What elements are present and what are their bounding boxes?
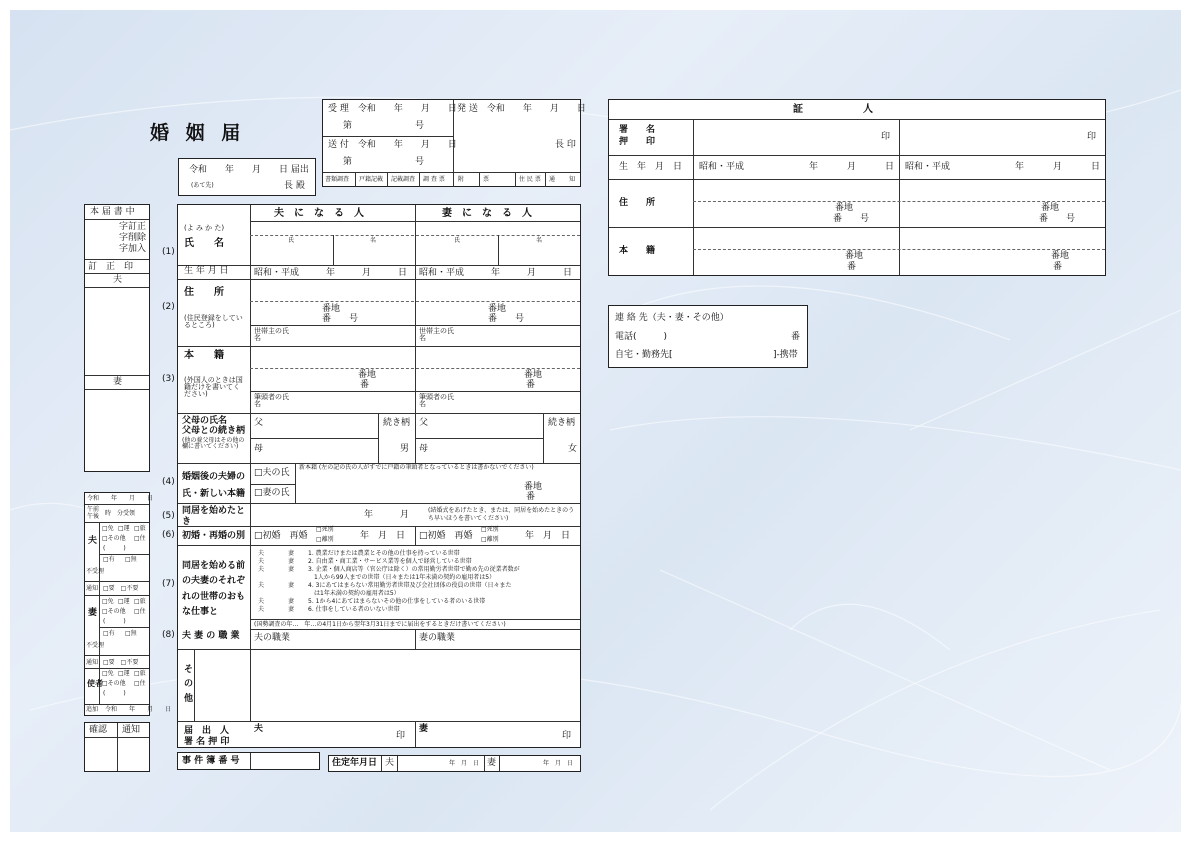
r2-opt-other3: □その他: [102, 680, 126, 687]
contact-tel: 電話( ): [615, 332, 668, 342]
shigoto-item-2: 2. 自由業・商工業・サービス業等を個人で経営している世帯: [308, 558, 472, 565]
w1-nen: 年: [809, 162, 819, 172]
r2-opt-ju2: □住: [134, 608, 146, 615]
juutei-tsuma-date: 年 月 日: [543, 760, 574, 767]
w2-in: 印: [1087, 132, 1097, 142]
r2-opt-men: □免: [102, 525, 114, 532]
tsuma-honseki-ban: 番: [526, 380, 536, 390]
chouin-text: 長 印: [555, 140, 576, 150]
reception-col-8: 知: [569, 176, 576, 183]
tsuma-mei-label: 名: [536, 237, 543, 244]
tsuma-ymd: 年 月 日: [525, 531, 571, 541]
r2-paren3: ( ): [103, 690, 126, 697]
w2-hi: 日: [1091, 162, 1101, 172]
w2-banchi: 番地: [1041, 203, 1060, 213]
jusho-note: (住民登録をしているところ): [184, 314, 243, 329]
reception-col-1: 戸籍記載: [359, 176, 384, 183]
r2-fuyou1: □要 □不要: [103, 585, 139, 592]
otto-shokugyo: 夫の職業: [254, 633, 291, 643]
otto-birth: 昭和・平成 年 月 日: [254, 268, 408, 278]
dai1-text: 第 号: [343, 121, 425, 131]
r2-ampm2: 午後: [87, 513, 100, 520]
teisei-label: 訂 正 印: [88, 262, 134, 272]
r2-opt-other: □その他: [102, 535, 126, 542]
otto-banchi: 番地: [322, 304, 341, 314]
filing-chou: 長 殿: [284, 181, 305, 191]
r2-ampm1: 午前: [87, 506, 100, 513]
reception-col-2: 記載調査: [391, 176, 416, 183]
case-number-box: [177, 752, 320, 770]
reception-col-6: 住 民 票: [519, 176, 541, 183]
sig-tsuma-in: 印: [562, 731, 572, 741]
otto-honseki-ban: 番: [360, 380, 370, 390]
col-header-otto: 夫 に な る 人: [274, 208, 364, 219]
shokugyo-label: 夫 妻 の 職 業: [182, 631, 240, 641]
otto-shokon[interactable]: □初婚 再婚: [254, 531, 308, 541]
tsuma-label: 妻: [113, 377, 123, 387]
todokede-label: 届 出 人: [184, 726, 230, 736]
tsuma-shi-checkbox[interactable]: □妻の氏: [254, 488, 290, 498]
shigoto-sai-3: 妻: [288, 566, 295, 573]
shigoto-sai-4: 妻: [288, 582, 295, 589]
w1-hi: 日: [885, 162, 895, 172]
tsuma-hittousha: 筆頭者の氏名: [419, 393, 454, 408]
ji-label-0: 字訂正: [119, 222, 147, 232]
sig-tsuma-label: 妻: [419, 724, 429, 734]
correction-box: [84, 204, 150, 472]
doukyo-note: (結婚式をあげたとき、または、同居を始めたときのうち早いほうを書いてください): [428, 507, 575, 522]
shigoto-fu-1: 夫: [258, 550, 265, 557]
fubo-note: (他の養父母はその他の欄に書いてください): [182, 437, 245, 450]
w1-in: 印: [881, 132, 891, 142]
reception-col-7: 通: [549, 176, 556, 183]
juutei-tsuma: 妻: [487, 758, 497, 768]
row-num-4: (4): [162, 477, 175, 487]
tsuma-setainushi: 世帯主の氏名: [419, 327, 454, 342]
col-header-tsuma: 妻 に な る 人: [442, 208, 532, 219]
r2-mu2: □無: [125, 630, 137, 637]
w-shomei: 署 名: [619, 125, 656, 135]
r2-fuken2: 不受理: [86, 642, 105, 649]
r2-date: 令和 年 月 日: [87, 495, 154, 502]
tsuma-birth: 昭和・平成 年 月 日: [419, 268, 573, 278]
shokon-label: 初婚・再婚の別: [182, 531, 246, 541]
shokugyo-note: (国勢調査の年… 年…の4月1日から翌年3月31日までに届出をするときだけ書いてください): [254, 621, 506, 628]
shigoto-sai-1: 妻: [288, 550, 295, 557]
tsuma-tsuzuki: 続き柄: [548, 418, 576, 428]
tsuma-haha: 母: [419, 444, 429, 454]
w-honseki: 本 籍: [619, 246, 656, 256]
sig-otto-label: 夫: [254, 724, 264, 734]
honkan-label: 本 届 書 中: [90, 207, 135, 217]
row-num-7: (7): [162, 579, 175, 589]
otto-shibetsu[interactable]: □死別: [316, 526, 334, 533]
shin-ban: 番: [526, 492, 536, 502]
otto-chichi: 父: [254, 418, 264, 428]
shigoto-item-3b: 1人から99人までの世帯（日々または1年未満の契約の雇用者は5）: [308, 574, 496, 581]
w1-tsuki: 月: [847, 162, 857, 172]
tsuma-rikon[interactable]: □離別: [481, 536, 499, 543]
r2-fuken1: 不受理: [86, 568, 105, 575]
reception-box: [322, 99, 586, 187]
honseki-note: (外国人のときは国籍だけを書いてください): [184, 376, 243, 398]
form-title: 婚 姻 届: [150, 122, 246, 144]
sig-otto-in: 印: [396, 731, 406, 741]
shigoto-sai-5: 妻: [288, 598, 295, 605]
tsuma-shokugyo: 妻の職業: [419, 633, 456, 643]
shimei-label: 氏 名: [184, 238, 224, 249]
tsuchi-label: 通知: [122, 725, 141, 735]
row-num-5: (5): [162, 511, 175, 521]
receipt-box: [84, 492, 172, 716]
w2-tsuki: 月: [1053, 162, 1063, 172]
filing-date-box: [178, 158, 316, 196]
otto-rikon[interactable]: □離別: [316, 536, 334, 543]
r2-opt-other2: □その他: [102, 608, 126, 615]
tsuma-honseki-banchi: 番地: [524, 370, 543, 380]
r2-opt-ryo: □旅: [134, 525, 146, 532]
juutei-otto: 夫: [385, 758, 395, 768]
reception-col-5: 票: [483, 176, 490, 183]
dai2-text: 第 号: [343, 157, 425, 167]
r2-tsuma: 妻: [88, 608, 98, 618]
r2-yu2: □有: [103, 630, 115, 637]
main-form: [177, 204, 581, 748]
otto-setainushi: 世帯主の氏名: [254, 327, 289, 342]
shigoto-fu-6: 夫: [258, 606, 265, 613]
witness-title: 証 人: [793, 104, 873, 115]
filing-date: 令和 年 月 日 届出: [189, 165, 309, 175]
r2-opt-ryo3: □旅: [134, 670, 146, 677]
shigoto-item-3: 3. 企業・個人商店等（官公庁は除く）の常用勤労者世帯で勤め先の従業者数が: [308, 566, 520, 573]
filing-ate: (あて先): [191, 182, 214, 189]
shigoto-fu-4: 夫: [258, 582, 265, 589]
w1-banchi: 番地: [835, 203, 854, 213]
r2-otto: 夫: [88, 536, 98, 546]
r2-shisha: 使者: [87, 679, 103, 688]
otto-ymd: 年 月 日: [360, 531, 406, 541]
w1-h-banchi: 番地: [845, 251, 864, 261]
contact-jitaku: 自宅・勤務先[: [615, 350, 673, 360]
birth-label: 生 年 月 日: [184, 266, 229, 276]
honseki-label: 本 籍: [184, 350, 224, 361]
w-birth: 生 年 月 日: [619, 162, 683, 172]
tsuma-bango: 番 号: [488, 314, 525, 324]
r2-tsuuchi2: 通知: [86, 659, 99, 666]
r2-date2: 令和 年 月 日: [105, 706, 172, 713]
otto-label: 夫: [113, 275, 123, 285]
otto-honseki-banchi: 番地: [358, 370, 377, 380]
residence-date-box: [328, 755, 581, 772]
otto-hittousha: 筆頭者の氏名: [254, 393, 289, 408]
r2-opt-ryo2: □旅: [134, 598, 146, 605]
shigoto-item-5: 5. 1から4にあてはまらないその他の仕事をしている者のいる世帯: [308, 598, 486, 605]
jusho-label: 住 所: [184, 287, 224, 298]
otto-shi-label: 氏: [288, 237, 295, 244]
otto-haha: 母: [254, 444, 264, 454]
otto-tsuzuki: 続き柄: [383, 418, 411, 428]
hassou-text: 発 送 令和 年 月 日: [457, 104, 586, 114]
r2-opt-ju3: □住: [134, 680, 146, 687]
r2-tsuika: 追加: [86, 706, 99, 713]
w1-h-ban: 番: [847, 262, 857, 272]
sonota-label: そ の 他: [184, 665, 194, 704]
w2-bango: 番 号: [1039, 214, 1076, 224]
otto-shi-checkbox[interactable]: □夫の氏: [254, 468, 290, 478]
shigoto-item-6: 6. 仕事をしている者のいない世帯: [308, 606, 400, 613]
row-num-1: (1): [162, 247, 175, 257]
fubo-label: 父母の氏名: [182, 416, 228, 426]
shigoto-fu-2: 夫: [258, 558, 265, 565]
w2-h-ban: 番: [1053, 262, 1063, 272]
shigoto-item-4: 4. 3にあてはまらない常用勤労者世帯及び会社団体の役員の世帯（日々また: [308, 582, 512, 589]
tsuma-banchi: 番地: [488, 304, 507, 314]
juutei-label: 住定年月日: [332, 758, 378, 768]
tsuma-shi-label: 氏: [454, 237, 461, 244]
reception-col-3: 調 査 票: [423, 176, 445, 183]
shinkon-label: 婚姻後の夫婦の氏・新しい本籍: [182, 472, 246, 500]
yomikata-label: (よ み か た): [184, 224, 225, 232]
otto-nan: 男: [400, 444, 410, 454]
row-num-8: (8): [162, 630, 175, 640]
tsuma-jo: 女: [568, 444, 578, 454]
jiken-label: 事 件 簿 番 号: [182, 756, 240, 766]
r2-paren1: ( ): [103, 545, 126, 552]
fubo2-label: 父母との続き柄: [182, 426, 246, 436]
r2-fuyou2: □要 □不要: [103, 659, 139, 666]
shigoto-fu-3: 夫: [258, 566, 265, 573]
tsuma-shokon[interactable]: □初婚 再婚: [419, 531, 473, 541]
reception-col-0: 書類調査: [325, 176, 350, 183]
shigoto-sai-2: 妻: [288, 558, 295, 565]
contact-title: 連 絡 先（夫・妻・その他）: [615, 313, 729, 323]
shigoto-sai-6: 妻: [288, 606, 295, 613]
row-num-3: (3): [162, 374, 175, 384]
witness-table: [608, 99, 1106, 276]
shinhonseki-label: 新本籍 (左の記の氏の人がすでに戸籍の筆頭者となっているときは書かないでください): [299, 464, 534, 471]
w-jusho: 住 所: [619, 198, 656, 208]
shigoto-fu-5: 夫: [258, 598, 265, 605]
w2-birth: 昭和・平成: [905, 162, 951, 172]
r2-opt-un3: □運: [118, 670, 130, 677]
r2-opt-ju: □住: [134, 535, 146, 542]
w2-nen: 年: [1015, 162, 1025, 172]
contact-keitai: ]-携帯: [773, 350, 798, 360]
tsuma-shibetsu[interactable]: □死別: [481, 526, 499, 533]
juutei-otto-date: 年 月 日: [449, 760, 480, 767]
uketsuke-text: 受 理 令和 年 月 日: [328, 104, 457, 114]
kakunin-label: 確認: [89, 725, 108, 735]
ji-label-1: 字削除: [119, 233, 147, 243]
souhu-text: 送 付 令和 年 月 日: [328, 140, 457, 150]
r2-opt-men2: □免: [102, 598, 114, 605]
otto-bango: 番 号: [322, 314, 359, 324]
w2-h-banchi: 番地: [1051, 251, 1070, 261]
row-num-6: (6): [162, 530, 175, 540]
doukyo-val: 年 月: [364, 510, 410, 520]
r2-tsuuchi1: 通知: [86, 585, 99, 592]
r2-time: 時 分受領: [105, 510, 136, 517]
otto-mei-label: 名: [370, 237, 377, 244]
r2-opt-un2: □運: [118, 598, 130, 605]
r2-opt-men3: □免: [102, 670, 114, 677]
r2-mu1: □無: [125, 556, 137, 563]
shigoto-item-4b: は1年未満の契約の雇用者は5）: [308, 590, 400, 597]
row-num-2: (2): [162, 302, 175, 312]
doukyo-label: 同居を始めたとき: [182, 506, 246, 527]
tsuma-chichi: 父: [419, 418, 429, 428]
r2-yu1: □有: [103, 556, 115, 563]
shin-banchi: 番地: [524, 482, 543, 492]
w-ouin: 押 印: [619, 137, 656, 147]
contact-ban: 番: [791, 332, 801, 342]
shigoto-item-1: 1. 農業だけまたは農業とその他の仕事を持っている世帯: [308, 550, 460, 557]
ji-label-2: 字加入: [119, 244, 147, 254]
confirm-box: [84, 722, 150, 772]
shigoto-label: 同居を始める前の夫妻のそれぞれの世帯のおもな仕事と: [182, 561, 246, 617]
w1-birth: 昭和・平成: [699, 162, 745, 172]
reception-col-4: 附: [458, 176, 465, 183]
r2-opt-un: □運: [118, 525, 130, 532]
w1-bango: 番 号: [833, 214, 870, 224]
shomei-label: 署 名 押 印: [184, 737, 230, 747]
contact-box: [608, 305, 808, 368]
r2-paren2: ( ): [103, 618, 126, 625]
